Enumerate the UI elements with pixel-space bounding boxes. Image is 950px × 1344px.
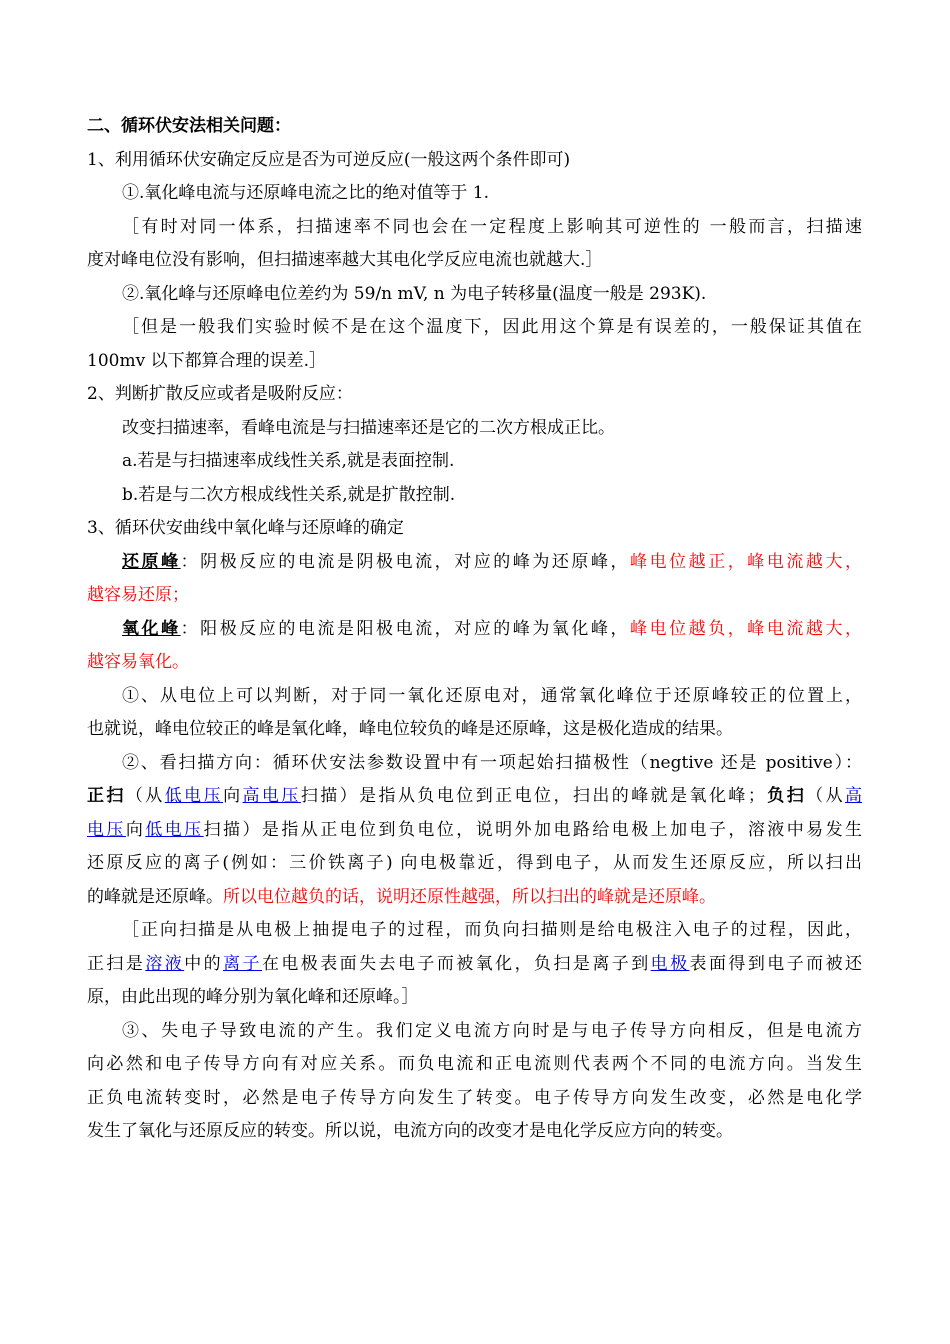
oxidation-peak-highlight-2: 越容易氧化。 — [87, 652, 189, 672]
positive-scan-term: 正扫 — [87, 786, 126, 806]
text-fragment: 向 — [223, 786, 243, 806]
link-low-voltage-2[interactable]: 低电压 — [145, 819, 204, 840]
note-line-1: ［正向扫描是从电极上抽提电子的过程，而负向扫描则是给电极注入电子的过程，因此， — [122, 920, 862, 940]
document-page — [87, 110, 862, 1149]
reduction-peak-highlight: 峰电位越正，峰电流越大， — [630, 551, 863, 572]
q1-note-2-line-1: ［但是一般我们实验时候不是在这个温度下，因此用这个算是有误差的，一般保证其值在 — [122, 317, 862, 337]
text-fragment: 正扫是 — [87, 953, 146, 974]
link-low-voltage[interactable]: 低电压 — [164, 786, 224, 806]
reduction-peak-text: ：阴极反应的电流是阴极电流，对应的峰为还原峰， — [180, 551, 631, 572]
q2-intro: 改变扫描速率，看峰电流是与扫描速率还是它的二次方根成正比。 — [122, 417, 615, 438]
link-high-voltage[interactable]: 高电压 — [242, 786, 301, 806]
q1-title: 1、利用循环伏安确定反应是否为可逆反应(一般这两个条件即可) — [87, 149, 571, 170]
text-fragment: 的峰就是还原峰。 — [87, 886, 223, 907]
text-fragment: 扫描）是指从正电位到负电位，说明外加电路给电极上加电子，溶液中易发生 — [203, 819, 863, 840]
link-electrode[interactable]: 电极 — [650, 953, 690, 974]
point-3-line-1: ③、失电子导致电流的产生。我们定义电流方向时是与电子传导方向相反，但是电流方 — [122, 1020, 862, 1041]
point-2-line-5 — [87, 881, 862, 915]
q1-note-1-line-2: 度对峰电位没有影响，但扫描速率越大其电化学反应电流也就越大.］ — [87, 250, 603, 270]
negative-scan-term: 负扫 — [764, 786, 807, 806]
link-high-voltage-2-cont[interactable]: 电压 — [87, 819, 126, 840]
text-fragment: 在电极表面失去电子而被氧化，负扫是离子到 — [261, 953, 651, 974]
text-fragment: （从 — [125, 786, 165, 806]
point-3-line-4: 发生了氧化与还原反应的转变。所以说，电流方向的改变才是电化学反应方向的转变。 — [87, 1121, 733, 1141]
point-1-line-2: 也就说，峰电位较正的峰是氧化峰，峰电位较负的峰是还原峰，这是极化造成的结果。 — [87, 719, 733, 739]
q1-note-1-line-1: ［有时对同一体系，扫描速率不同也会在一定程度上影响其可逆性的 一般而言，扫描速 — [122, 216, 862, 237]
reduction-peak-line-1 — [87, 546, 862, 580]
q2-title: 2、判断扩散反应或者是吸附反应： — [87, 384, 353, 404]
reduction-peak-highlight-2: 越容易还原； — [87, 585, 189, 605]
point-2-line-1: ②、看扫描方向：循环伏安法参数设置中有一项起始扫描极性（negtive 还是 positive）： — [122, 752, 862, 773]
link-solution[interactable]: 溶液 — [145, 953, 185, 974]
q1-condition-2: ②.氧化峰与还原峰电位差约为 59/n mV, n 为电子转移量(温度一般是 293K). — [122, 283, 707, 304]
section-heading: 二、循环伏安法相关问题： — [87, 116, 291, 136]
link-ion[interactable]: 离子 — [223, 953, 262, 974]
point-2-line-3 — [87, 814, 862, 848]
point-3-line-3: 正负电流转变时，必然是电子传导方向发生了转变。电子传导方向发生改变，必然是电化学 — [87, 1087, 862, 1108]
q2-item-a: a.若是与扫描速率成线性关系,就是表面控制. — [122, 451, 455, 471]
note-line-3: 原，由此出现的峰分别为氧化峰和还原峰。］ — [87, 987, 419, 1007]
point-1-line-1: ①、从电位上可以判断，对于同一氧化还原电对，通常氧化峰位于还原峰较正的位置上， — [122, 685, 862, 706]
note-line-2 — [87, 948, 862, 982]
text-fragment: （从 — [806, 786, 846, 806]
q1-note-2-line-2: 100mv 以下都算合理的误差.］ — [87, 350, 326, 371]
text-fragment: 向 — [125, 819, 146, 840]
q1-condition-1: ①.氧化峰电流与还原峰电流之比的绝对值等于 1. — [122, 183, 490, 203]
oxidation-peak-highlight: 峰电位越负，峰电流越大， — [630, 618, 863, 639]
text-fragment: 中的 — [184, 953, 224, 974]
q2-item-b: b.若是与二次方根成线性关系,就是扩散控制. — [122, 484, 456, 505]
oxidation-peak-line-1 — [87, 613, 862, 647]
link-high-voltage-2[interactable]: 高 — [845, 786, 863, 806]
point-3-line-2: 向必然和电子传导方向有对应关系。而负电流和正电流则代表两个不同的电流方向。当发生 — [87, 1054, 862, 1074]
oxidation-peak-text: ：阳极反应的电流是阳极电流，对应的峰为氧化峰， — [180, 618, 631, 639]
point-2-highlight: 所以电位越负的话，说明还原性越强，所以扫出的峰就是还原峰。 — [223, 886, 716, 907]
point-2-line-2 — [87, 780, 862, 814]
reduction-peak-term: 还原峰 — [122, 551, 181, 572]
text-fragment: 表面得到电子而被还 — [689, 953, 863, 974]
oxidation-peak-term: 氧化峰 — [122, 618, 181, 639]
text-fragment: 扫描）是指从负电位到正电位，扫出的峰就是氧化峰； — [300, 786, 765, 806]
q3-title: 3、循环伏安曲线中氧化峰与还原峰的确定 — [87, 518, 404, 538]
point-2-line-4: 还原反应的离子(例如：三价铁离子) 向电极靠近，得到电子，从而发生还原反应，所以扫出 — [87, 853, 862, 873]
